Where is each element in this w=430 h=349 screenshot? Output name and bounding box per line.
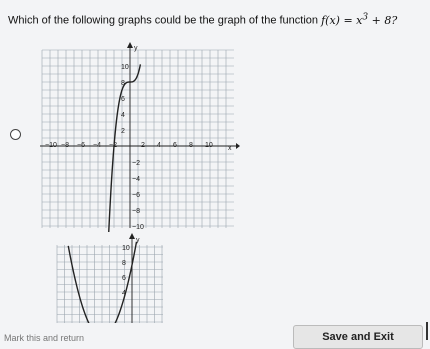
save-and-exit-button[interactable]: Save and Exit (293, 325, 423, 349)
option-1-x-label: x (228, 145, 232, 152)
question-prompt: Which of the following graphs could be the graph of the function (8, 14, 319, 27)
option-2-grid (57, 245, 163, 323)
question-text (8, 10, 422, 28)
x-tick-label: 6 (173, 142, 177, 149)
option-1-radio[interactable] (10, 129, 21, 140)
x-tick-label: −8 (61, 142, 69, 149)
option-1-graph (40, 42, 240, 232)
option-1-y-arrow (127, 42, 133, 48)
option-1-x-arrow (236, 143, 240, 149)
option-2-y-arrow (129, 233, 135, 239)
y-tick-label: 4 (121, 112, 125, 119)
x-tick-label: −6 (77, 142, 85, 149)
function-exponent: 3 (362, 12, 369, 22)
y-tick-label: −4 (132, 176, 140, 183)
x-tick-label: −2 (109, 142, 117, 149)
y-tick-label: −8 (132, 208, 140, 215)
y-tick-label: 6 (121, 96, 125, 103)
x-tick-label: 2 (141, 142, 145, 149)
y-tick-label: 8 (121, 80, 125, 87)
option-1-y-label: y (134, 45, 138, 52)
option-1-grid (42, 50, 234, 228)
y-tick-label: 6 (122, 275, 126, 282)
y-tick-label: −6 (132, 192, 140, 199)
y-tick-label: 8 (122, 260, 126, 267)
option-2-graph (55, 233, 165, 323)
window-edge (426, 322, 428, 340)
y-tick-label: 2 (121, 128, 125, 135)
y-tick-label: 10 (121, 64, 129, 71)
x-tick-label: −10 (45, 142, 57, 149)
mark-and-return-link[interactable]: Mark this and return (4, 333, 85, 343)
function-expression (321, 14, 397, 27)
y-tick-label: −10 (132, 224, 144, 231)
y-tick-label: 10 (122, 245, 130, 252)
x-tick-label: 10 (205, 142, 213, 149)
function-suffix: + 8? (368, 13, 398, 27)
x-tick-label: 8 (189, 142, 193, 149)
y-tick-label: −2 (132, 160, 140, 167)
option-2-y-label: y (136, 237, 140, 244)
x-tick-label: 4 (157, 142, 161, 149)
y-tick-label: 4 (122, 290, 126, 297)
x-tick-label: −4 (93, 142, 101, 149)
option-1-x-tick-labels (45, 142, 213, 149)
option-2-curve (68, 242, 136, 323)
function-prefix: f(x) = x (321, 13, 363, 27)
